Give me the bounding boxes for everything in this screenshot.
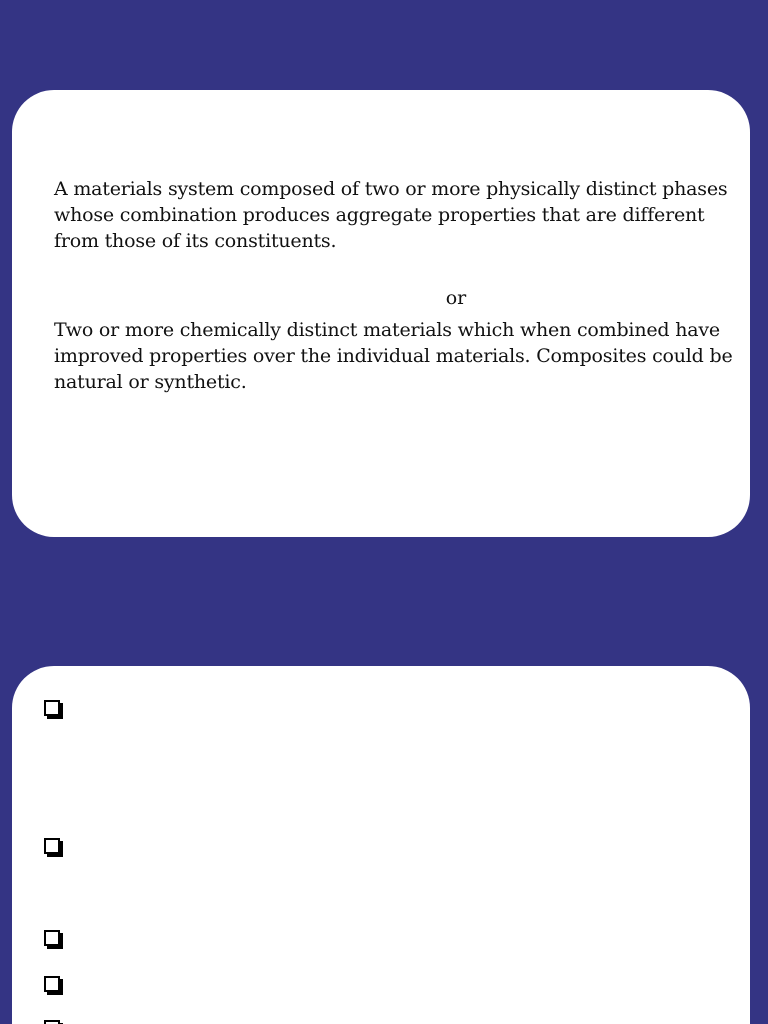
definition-separator: or [445,287,467,309]
definition-card [12,90,750,537]
checkbox-icon [44,1020,60,1024]
checkbox-icon [44,930,60,946]
checkbox-icon [44,700,60,716]
checkbox-icon [44,838,60,854]
checklist-card [12,666,750,1024]
definition-paragraph-1: A materials system composed of two or more physically distinct phases whose combination produces aggregate properties that are different from those of its constituents. [54,178,728,252]
checkbox-icon [44,976,60,992]
definition-paragraph-2: Two or more chemically distinct materials which when combined have improved properties over the individual materials. Composites could be natural or synthetic. [54,319,733,393]
